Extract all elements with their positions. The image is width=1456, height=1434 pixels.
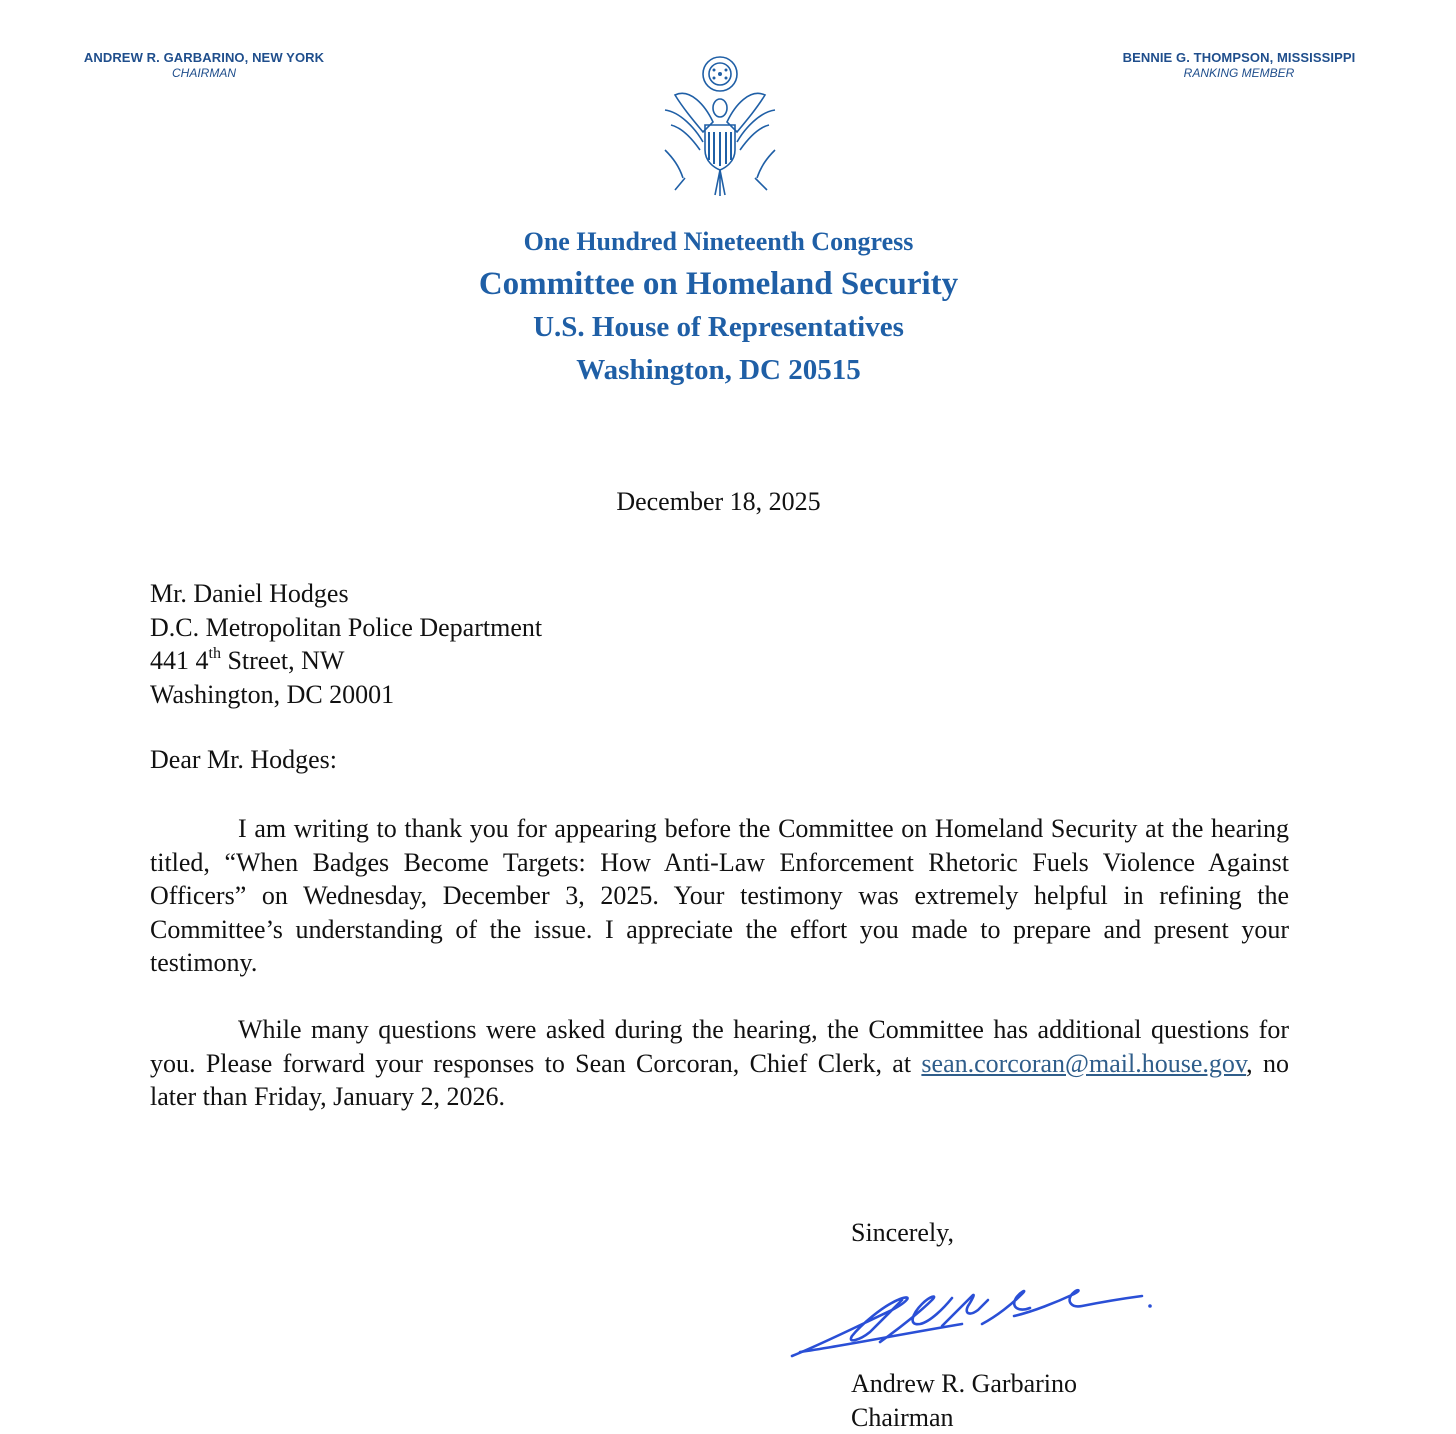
paragraph-2-text: While many questions were asked during the hearing, the Committee has additional questions for you. Please forward your responses to Sean Corcoran, Chief Clerk, at — [150, 1015, 1289, 1078]
letterhead — [0, 220, 1437, 392]
recipient-organization: D.C. Metropolitan Police Department — [150, 611, 542, 645]
salutation: Dear Mr. Hodges: — [150, 745, 337, 775]
clerk-email-link[interactable]: sean.corcoran@mail.house.gov — [921, 1049, 1246, 1078]
handwritten-signature — [782, 1254, 1182, 1369]
chairman-header — [54, 50, 354, 80]
paragraph-2-deadline: , no later than Friday, January 2, 2026. — [150, 1049, 1289, 1112]
recipient-street — [150, 644, 542, 678]
street-name: Street, NW — [221, 646, 344, 675]
closing: Sincerely, — [851, 1218, 954, 1248]
great-seal-eagle-icon — [645, 50, 795, 200]
recipient-city: Washington, DC 20001 — [150, 678, 542, 712]
ranking-member-header-role: RANKING MEMBER — [1089, 66, 1389, 80]
signer-block — [851, 1367, 1077, 1434]
letterhead-house: U.S. House of Representatives — [0, 306, 1437, 349]
letterhead-committee: Committee on Homeland Security — [0, 263, 1437, 306]
letterhead-congress: One Hundred Nineteenth Congress — [0, 220, 1437, 263]
ranking-member-header — [1089, 50, 1389, 80]
signer-name: Andrew R. Garbarino — [851, 1367, 1077, 1401]
letter-date: December 18, 2025 — [0, 487, 1437, 517]
body-paragraph-2 — [150, 1013, 1289, 1114]
recipient-address — [150, 577, 542, 711]
body-paragraph-1: I am writing to thank you for appearing before the Committee on Homeland Security at the hearing titled, “When Badges Become Targets: How Anti-Law Enforcement Rhetoric Fuels Violence Against Officers” on Wednesday, December 3, 2025. Your testimony was extremely helpful in refining the Committee’s understanding of the issue. I appreciate the effort you made to prepare and present your testimony. — [150, 812, 1289, 980]
street-ordinal-suffix: th — [209, 645, 221, 662]
chairman-header-name: ANDREW R. GARBARINO, NEW YORK — [54, 50, 354, 65]
ranking-member-header-name: BENNIE G. THOMPSON, MISSISSIPPI — [1089, 50, 1389, 65]
signer-title: Chairman — [851, 1401, 1077, 1434]
street-number: 441 4 — [150, 646, 209, 675]
letterhead-address: Washington, DC 20515 — [0, 349, 1437, 392]
recipient-name: Mr. Daniel Hodges — [150, 577, 542, 611]
chairman-header-role: CHAIRMAN — [54, 66, 354, 80]
